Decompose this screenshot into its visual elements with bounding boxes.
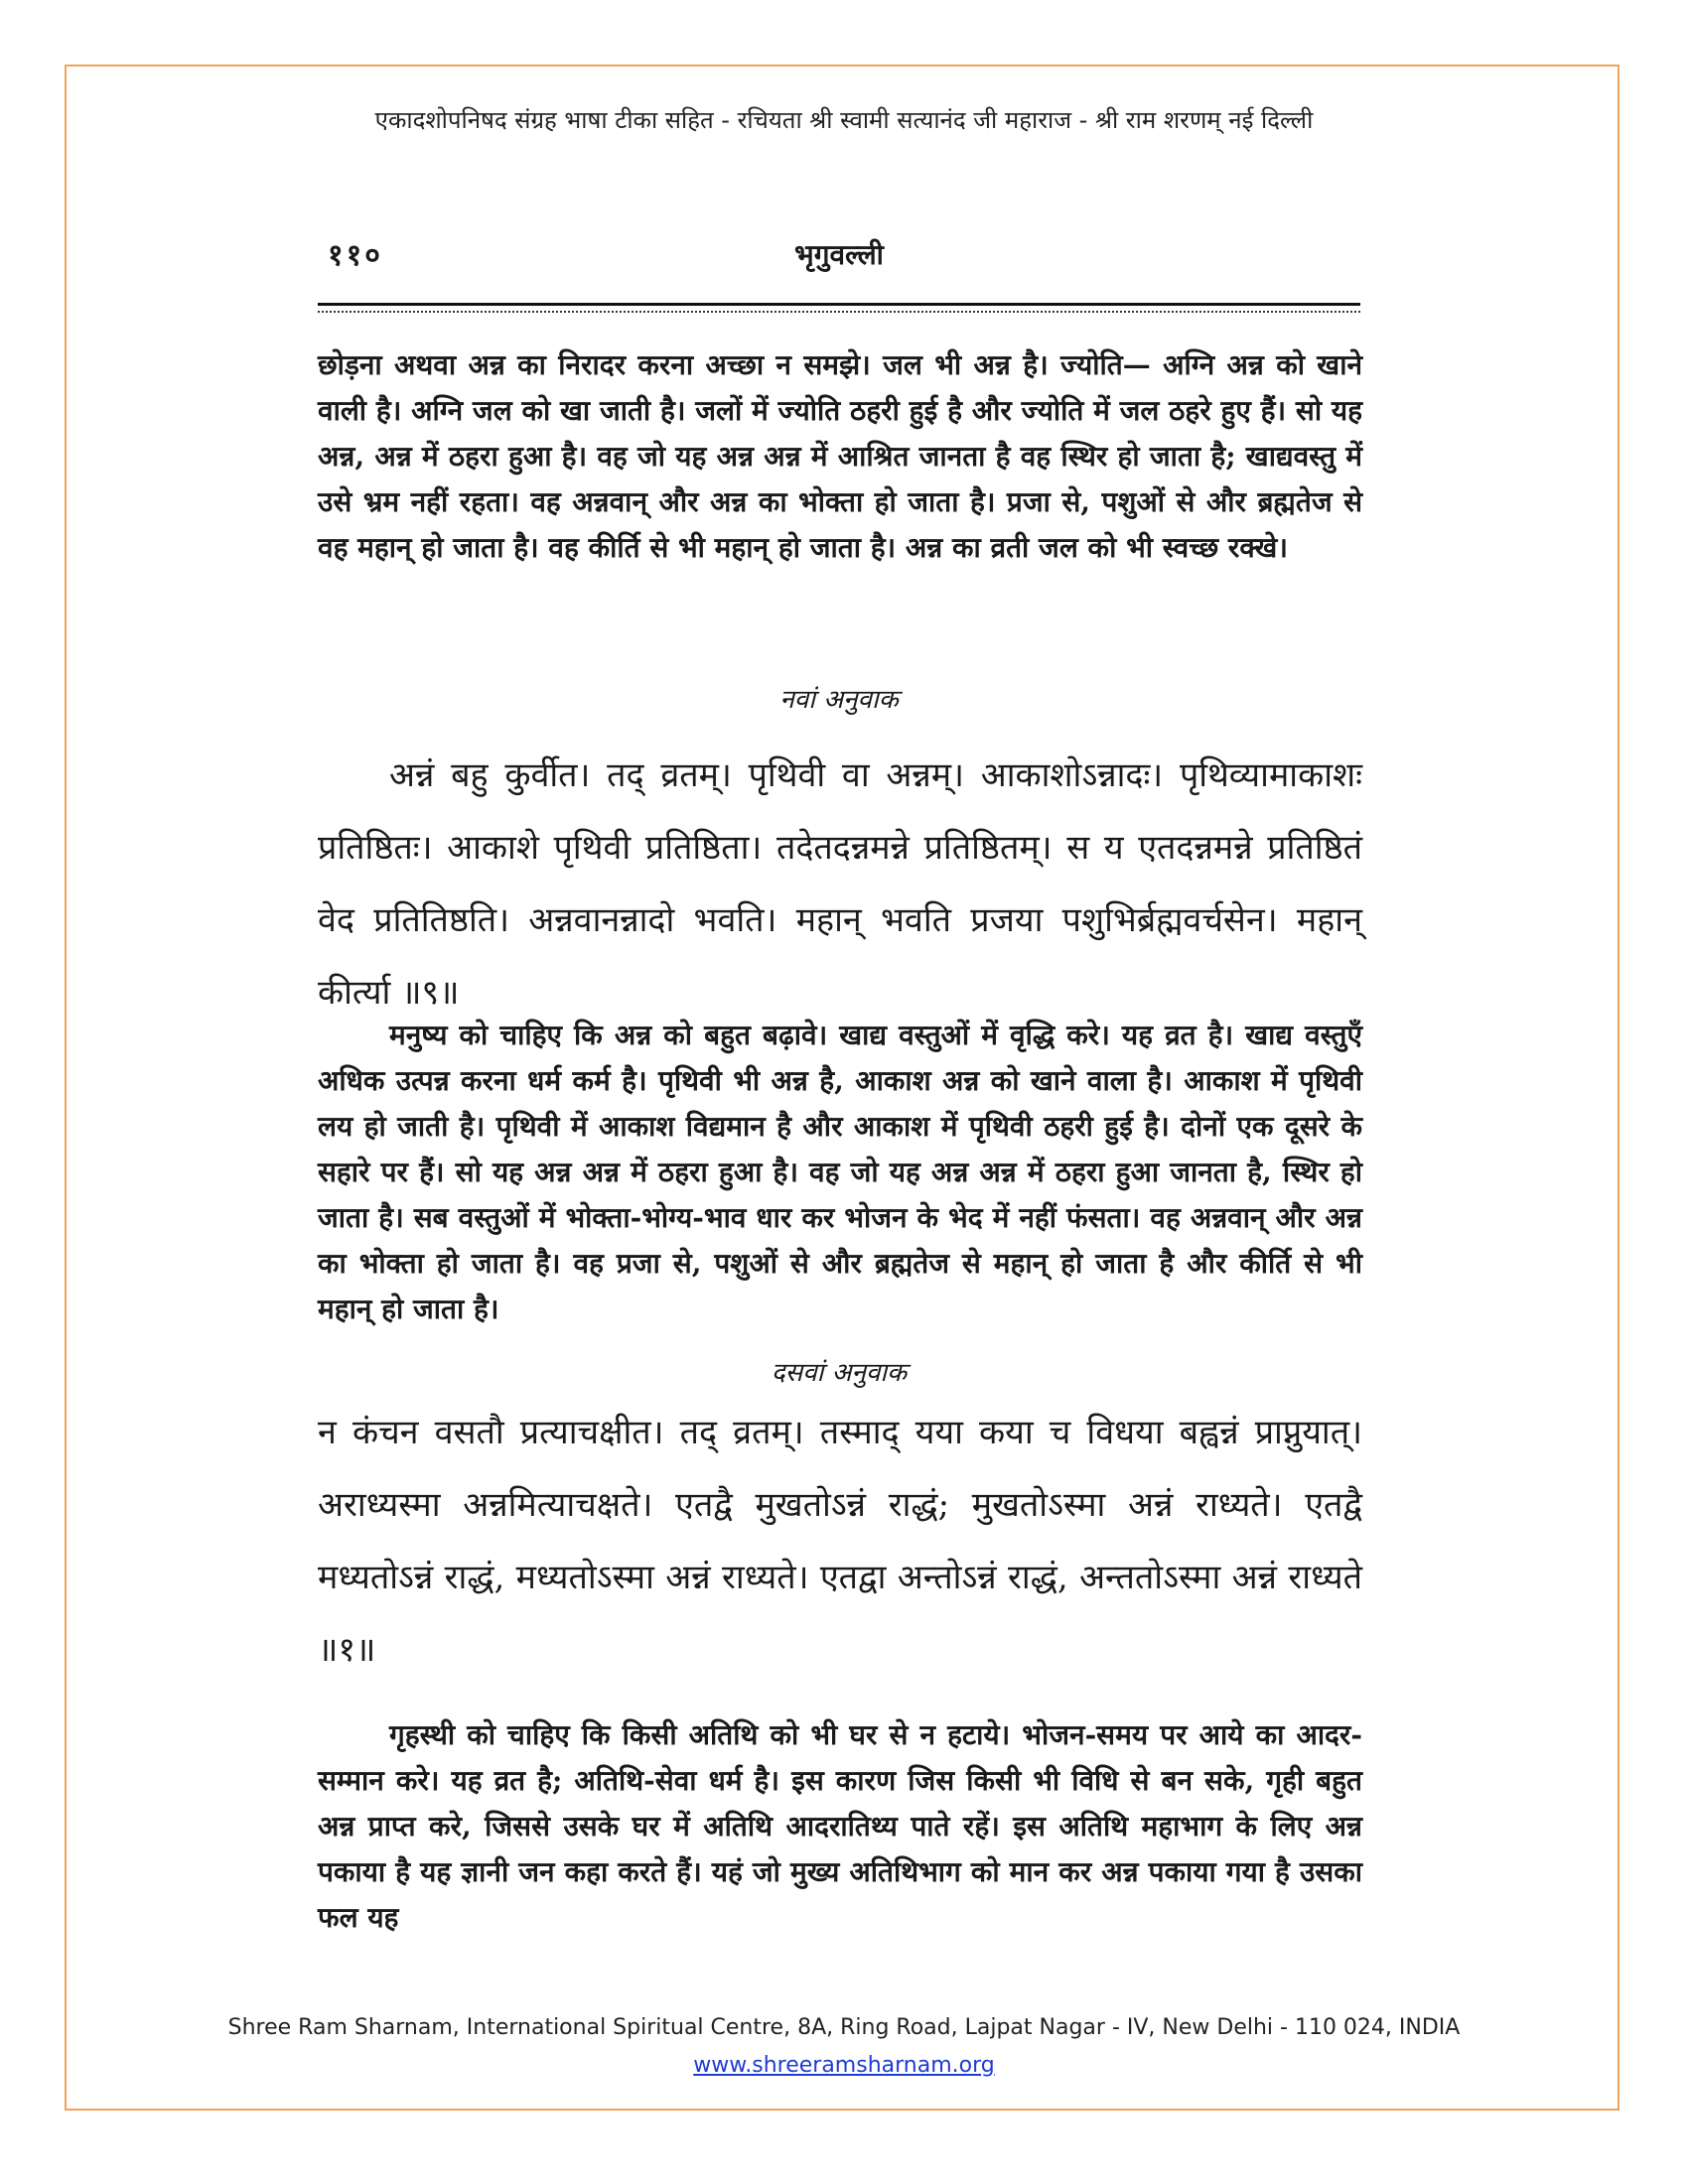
page-number: ११०	[328, 238, 383, 273]
paragraph-intro: छोड़ना अथवा अन्न का निरादर करना अच्छा न समझे। जल भी अन्न है। ज्योति— अग्नि अन्न को खाने वाली है। अग्नि जल को खा जाती है। जलों में ज्योति ठहरी हुई है और ज्योति में जल ठहरे हुए हैं। सो यह अन्न, अन्न में ठहरा हुआ है। वह जो यह अन्न अन्न में आश्रित जानता है वह स्थिर हो जाता है; खाद्यवस्तु में उसे भ्रम नहीं रहता। वह अन्नवान् और अन्न का भोक्ता हो जाता है। प्रजा से, पशुओं से और ब्रह्मतेज से वह महान् हो जाता है। वह कीर्ति से भी महान् हो जाता है। अन्न का व्रती जल को भी स्वच्छ रक्खे।	[318, 348, 1362, 564]
header-rule-dotted	[318, 311, 1360, 313]
verse-10: न कंचन वसतौ प्रत्याचक्षीत। तद् व्रतम्। तस्माद् यया कया च विधया बह्वन्नं प्राप्नुयात्। अराध्यस्मा अन्नमित्याचक्षते। एतद्वै मुखतोऽन्नं राद्धं; मुखतोऽस्मा अन्नं राध्यते। एतद्वै मध्यतोऽन्नं राद्धं, मध्यतोऽस्मा अन्नं राध्यते। एतद्वा अन्तोऽन्नं राद्धं, अन्ततोऽस्मा अन्नं राध्यते ॥१॥	[318, 1413, 1362, 1670]
scanned-page	[288, 223, 1390, 1951]
document-header: एकादशोपनिषद संग्रह भाषा टीका सहित - रचियता श्री स्वामी सत्यानंद जी महाराज - श्री राम शरणम् नई दिल्ली	[374, 106, 1314, 134]
paragraph-commentary-9: मनुष्य को चाहिए कि अन्न को बहुत बढ़ावे। खाद्य वस्तुओं में वृद्धि करे। यह व्रत है। खाद्य वस्तुएँ अधिक उत्पन्न करना धर्म कर्म है। पृथिवी भी अन्न है, आकाश अन्न को खाने वाला है। आकाश में पृथिवी लय हो जाती है। पृथिवी में आकाश विद्यमान है और आकाश में पृथिवी ठहरी हुई है। दोनों एक दूसरे के सहारे पर हैं। सो यह अन्न अन्न में ठहरा हुआ है। वह जो यह अन्न अन्न में ठहरा हुआ जानता है, स्थिर हो जाता है। सब वस्तुओं में भोक्ता-भोग्य-भाव धार कर भोजन के भेद में नहीं फंसता। वह अन्नवान् और अन्न का भोक्ता हो जाता है। वह प्रजा से, पशुओं से और ब्रह्मतेज से महान् हो जाता है और कीर्ति से भी महान् हो जाता है।	[318, 1019, 1362, 1325]
verse-9: अन्नं बहु कुर्वीत। तद् व्रतम्। पृथिवी वा अन्नम्। आकाशोऽन्नादः। पृथिव्यामाकाशः प्रतिष्ठितः। आकाशे पृथिवी प्रतिष्ठिता। तदेतदन्नमन्ने प्रतिष्ठितम्। स य एतदन्नमन्ने प्रतिष्ठितं वेद प्रतितिष्ठति। अन्नवानन्नादो भवति। महान् भवति प्रजया पशुभिर्ब्रह्मवर्चसेन। महान् कीर्त्या ॥९॥	[318, 755, 1362, 1013]
running-head: भृगुवल्ली	[794, 238, 884, 271]
header-rule	[318, 303, 1360, 306]
section-heading-9: नवां अनुवाक	[779, 685, 899, 715]
section-heading-10: दसवां अनुवाक	[771, 1358, 908, 1388]
paragraph-commentary-10: गृहस्थी को चाहिए कि किसी अतिथि को भी घर से न हटाये। भोजन-समय पर आये का आदर-सम्मान करे। यह व्रत है; अतिथि-सेवा धर्म है। इस कारण जिस किसी भी विधि से बन सके, गृही बहुत अन्न प्राप्त करे, जिससे उसके घर में अतिथि आदरातिथ्य पाते रहें। इस अतिथि महाभाग के लिए अन्न पकाया है यह ज्ञानी जन कहा करते हैं। यहं जो मुख्य अतिथिभाग को मान कर अन्न पकाया गया है उसका फल यह	[318, 1718, 1362, 1934]
footer-website-link[interactable]: www.shreeramsharnam.org	[693, 2053, 995, 2078]
footer-address: Shree Ram Sharnam, International Spiritual Centre, 8A, Ring Road, Lajpat Nagar - IV, New Delhi - 110 024, INDIA	[227, 2015, 1461, 2040]
